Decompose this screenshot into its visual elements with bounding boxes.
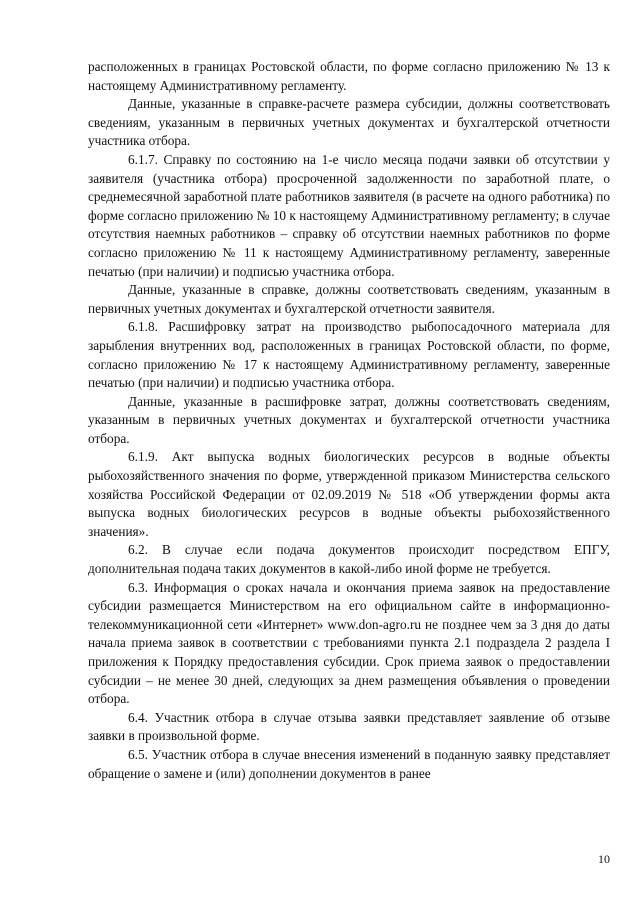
paragraph: 6.1.7. Справку по состоянию на 1-е число месяца подачи заявки об отсутствии у заявителя (участника отбора) просроченной задолженности по заработной плате, о среднемесячной заработной плате работников заявителя (в расчете на одного работника) по форме согласно приложению № 10 к настоящему Административному регламенту; в случае отсутствия наемных работников – справку об отсутствии наемных работников по форме согласно приложению № 11 к настоящему Административному регламенту, заверенные печатью (при наличии) и подписью участника отбора. bbox=[88, 151, 610, 279]
paragraph: 6.3. Информация о сроках начала и окончания приема заявок на предоставление субсидии размещается Министерством на его официальном сайте в информационно-телекоммуникационной сети «Интернет» www.don-agro.ru не позднее чем за 3 дня до даты начала приема заявок в соответствии с требованиями пункта 2.1 подраздела 2 раздела I приложения к Порядку предоставления субсидии. Срок приема заявок о предоставлении субсидии – не менее 30 дней, следующих за днем размещения объявления о проведении отбора. bbox=[88, 579, 610, 707]
paragraph: 6.5. Участник отбора в случае внесения изменений в поданную заявку представляет обращение о замене и (или) дополнении документов в ранее bbox=[88, 746, 610, 781]
paragraph: 6.1.8. Расшифровку затрат на производство рыбопосадочного материала для зарыбления внутренних вод, расположенных в границах Ростовской области, по форме, согласно приложению № 17 к настоящему Административному регламенту, заверенные печатью (при наличии) и подписью участника отбора. bbox=[88, 319, 610, 391]
page-number: 10 bbox=[598, 852, 610, 866]
paragraph: Данные, указанные в расшифровке затрат, должны соответствовать сведениям, указанным в первичных учетных документах и бухгалтерской отчетности участника отбора. bbox=[88, 393, 610, 446]
paragraph: Данные, указанные в справке-расчете размера субсидии, должны соответствовать сведениям, указанным в первичных учетных документах и бухгалтерской отчетности участника отбора. bbox=[88, 96, 610, 149]
paragraph: 6.2. В случае если подача документов происходит посредством ЕПГУ, дополнительная подача таких документов в какой-либо иной форме не требуется. bbox=[88, 542, 610, 577]
paragraph: Данные, указанные в справке, должны соответствовать сведениям, указанным в первичных учетных документах и бухгалтерской отчетности заявителя. bbox=[88, 282, 610, 316]
paragraph: 6.4. Участник отбора в случае отзыва заявки представляет заявление об отзыве заявки в произвольной форме. bbox=[88, 709, 610, 744]
document-body bbox=[88, 58, 610, 783]
paragraph: расположенных в границах Ростовской области, по форме согласно приложению № 13 к настоящему Административному регламенту. bbox=[88, 59, 610, 93]
paragraph: 6.1.9. Акт выпуска водных биологических ресурсов в водные объекты рыбохозяйственного значения по форме, утвержденной приказом Министерства сельского хозяйства Российской Федерации от 02.09.2019 № 518 «Об утверждении формы акта выпуска водных биологических ресурсов в водные объекты рыбохозяйственного значения». bbox=[88, 449, 610, 539]
